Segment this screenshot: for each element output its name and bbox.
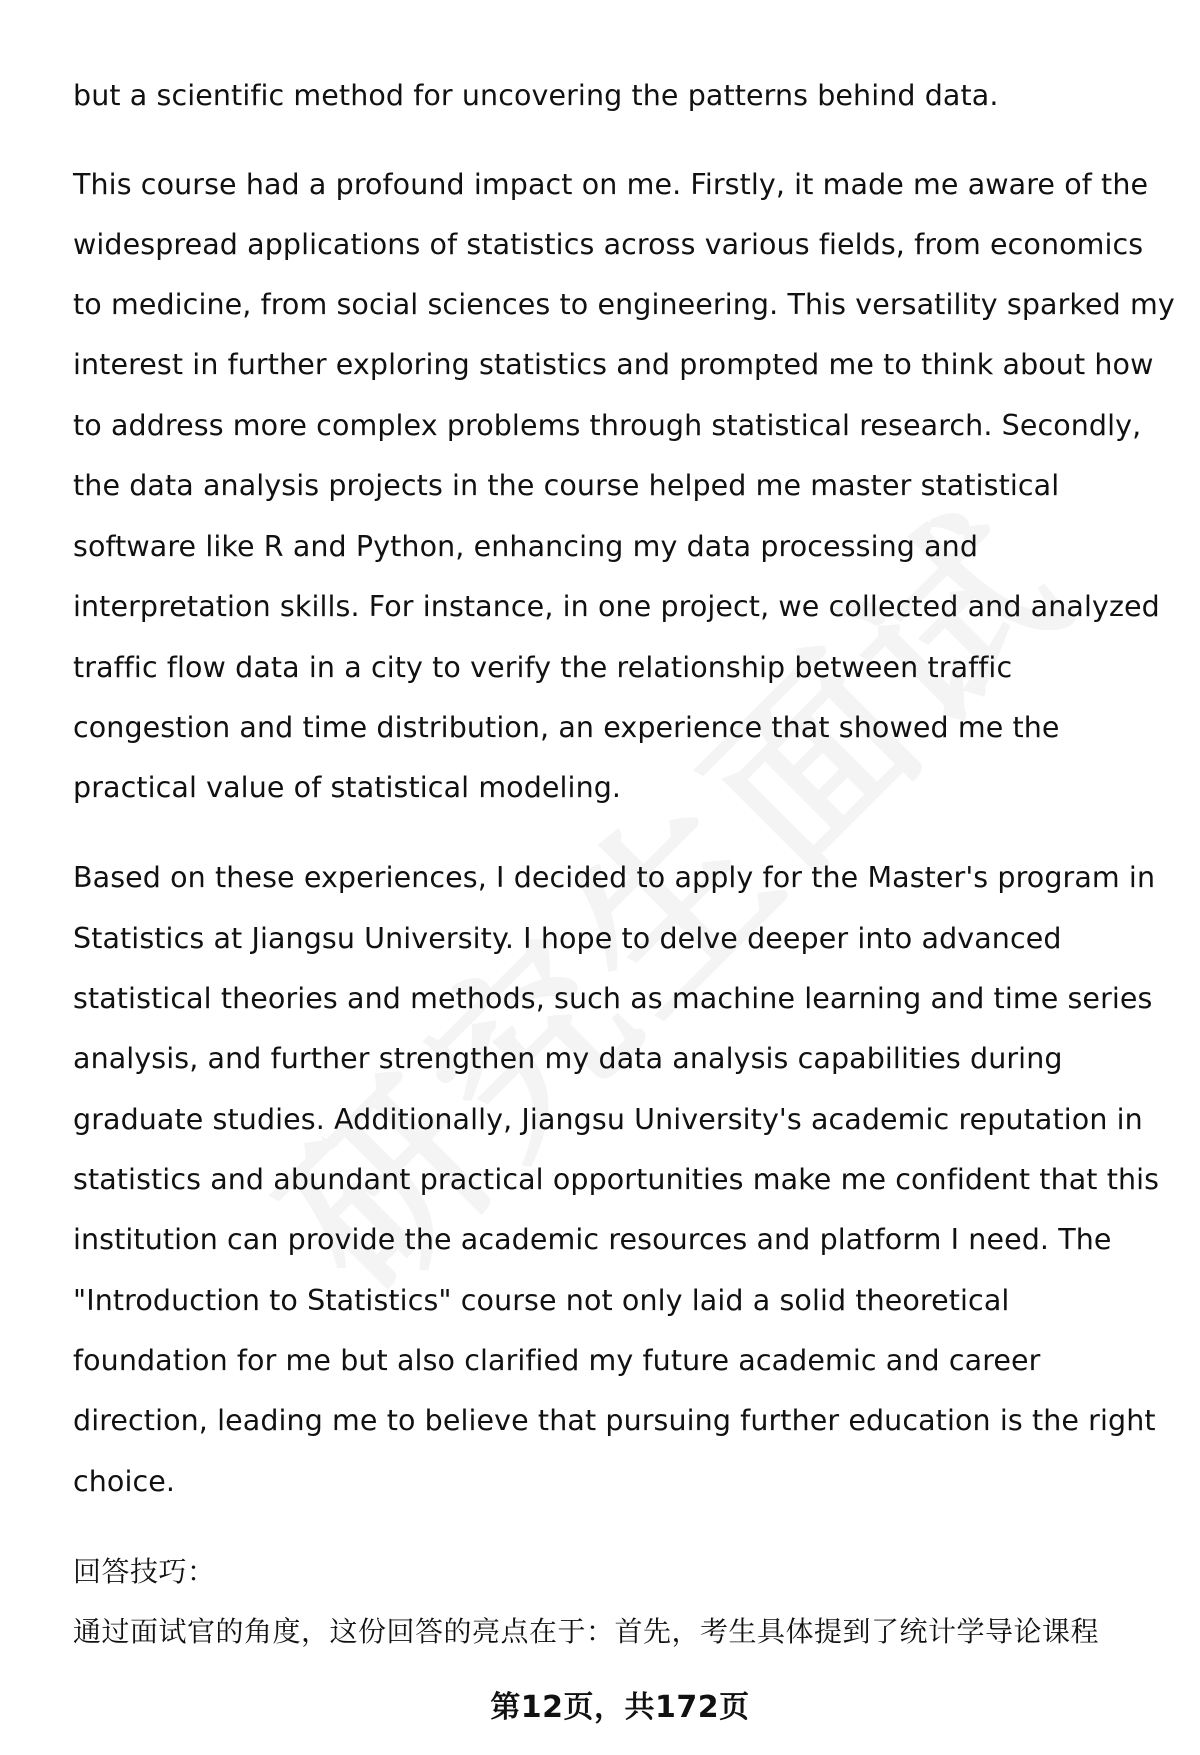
paragraph-line: Statistics at Jiangsu University. I hope to delve deeper into advanced [73, 922, 1062, 955]
paragraph-line: institution can provide the academic resources and platform I need. The [73, 1223, 1112, 1256]
paragraph-line: "Introduction to Statistics" course not only laid a solid theoretical [73, 1284, 1010, 1317]
paragraph-line: choice. [73, 1465, 176, 1498]
paragraph-line: to address more complex problems through statistical research. Secondly, [73, 409, 1142, 442]
tips-heading: 回答技巧： [73, 1555, 216, 1588]
paragraph-line: foundation for me but also clarified my future academic and career [73, 1344, 1041, 1377]
paragraph-line: widespread applications of statistics across various fields, from economics [73, 228, 1144, 261]
tips-text-line: 通过面试官的角度，这份回答的亮点在于：首先，考生具体提到了统计学导论课程 [73, 1615, 1100, 1648]
page-number-footer: 第12页，共172页 [490, 1690, 750, 1725]
paragraph-line: but a scientific method for uncovering the patterns behind data. [73, 79, 999, 112]
paragraph-line: interpretation skills. For instance, in one project, we collected and analyzed [73, 590, 1160, 623]
paragraph-line: Based on these experiences, I decided to apply for the Master's program in [73, 861, 1156, 894]
paragraph-line: direction, leading me to believe that pursuing further education is the right [73, 1404, 1156, 1437]
paragraph-line: traffic flow data in a city to verify the relationship between traffic [73, 651, 1013, 684]
paragraph-line: interest in further exploring statistics and prompted me to think about how [73, 348, 1154, 381]
paragraph-line: graduate studies. Additionally, Jiangsu University's academic reputation in [73, 1103, 1143, 1136]
paragraph-line: to medicine, from social sciences to engineering. This versatility sparked my [73, 288, 1175, 321]
paragraph-line: practical value of statistical modeling. [73, 771, 622, 804]
paragraph-line: statistics and abundant practical opportunities make me confident that this [73, 1163, 1160, 1196]
paragraph-line: the data analysis projects in the course helped me master statistical [73, 469, 1060, 502]
paragraph-line: This course had a profound impact on me. Firstly, it made me aware of the [73, 168, 1149, 201]
paragraph-line: software like R and Python, enhancing my data processing and [73, 530, 979, 563]
paragraph-line: congestion and time distribution, an experience that showed me the [73, 711, 1060, 744]
paragraph-line: statistical theories and methods, such as machine learning and time series [73, 982, 1153, 1015]
paragraph-line: analysis, and further strengthen my data analysis capabilities during [73, 1042, 1063, 1075]
